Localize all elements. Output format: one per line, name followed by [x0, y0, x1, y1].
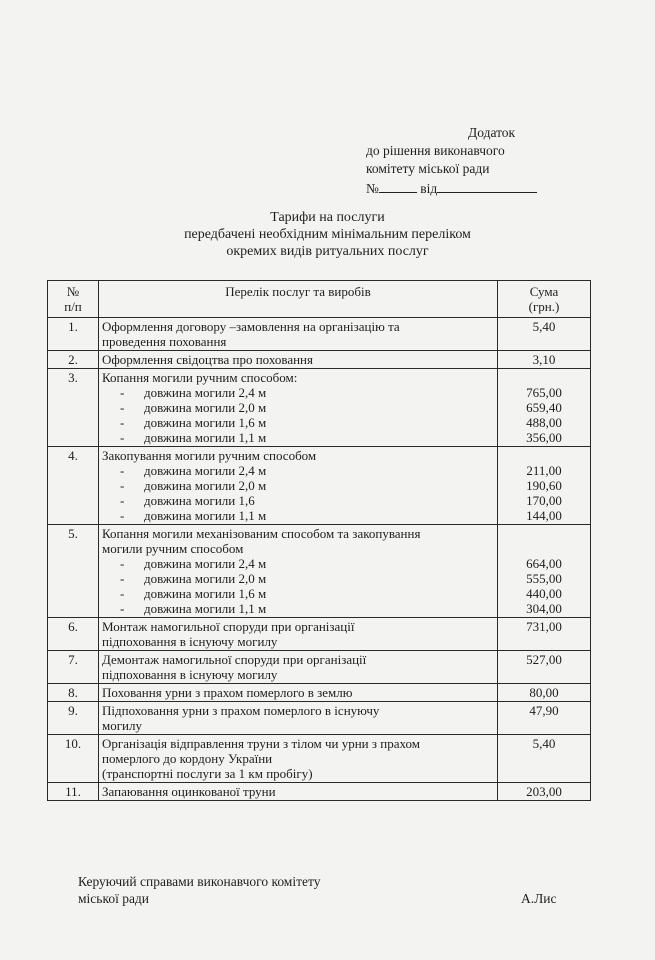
row-service-name	[99, 369, 498, 447]
footer-line-1: Керуючий справами виконавчого комітету	[78, 874, 321, 889]
row-number: 6.	[48, 618, 99, 651]
subitem-price: 440,00	[526, 586, 562, 601]
service-name-line: (транспортні послуги за 1 км пробігу)	[102, 766, 313, 781]
appendix-title: Додаток	[468, 125, 516, 140]
dash-bullet: -	[120, 601, 125, 616]
appendix-line-1: до рішення виконавчого	[366, 143, 505, 158]
heading-line-3: окремих видів ритуальних послуг	[226, 244, 429, 259]
row-service-name	[99, 351, 498, 369]
dash-bullet: -	[120, 478, 125, 493]
row-price	[498, 735, 591, 783]
subitem-price: 356,00	[526, 430, 562, 445]
service-name-line: Оформлення свідоцтва про поховання	[102, 352, 313, 367]
signer-name: А.Лис	[521, 891, 557, 906]
table-row	[48, 318, 591, 351]
price-value: 527,00	[526, 652, 562, 667]
service-name-line: Оформлення договору –замовлення на організацію та	[102, 319, 400, 334]
table-header-row	[48, 281, 591, 318]
subitem-label: довжина могили 2,0 м	[144, 571, 267, 586]
heading-line-2: передбачені необхідним мінімальним переліком	[184, 227, 471, 242]
service-name-line: проведення поховання	[102, 334, 227, 349]
subitem-price: 555,00	[526, 571, 562, 586]
service-name-line: підпоховання в існуючу могилу	[102, 667, 278, 682]
row-number: 5.	[48, 525, 99, 618]
table-body	[48, 318, 591, 801]
service-name-line: Підпоховання урни з прахом померлого в існуючу	[102, 703, 380, 718]
document-heading	[0, 209, 655, 260]
table-row	[48, 735, 591, 783]
subitem-price: 190,60	[526, 478, 562, 493]
price-spacer	[501, 448, 587, 463]
row-service-name	[99, 684, 498, 702]
table-row	[48, 351, 591, 369]
dash-bullet: -	[120, 385, 125, 400]
dash-bullet: -	[120, 463, 125, 478]
row-price	[498, 702, 591, 735]
table-row	[48, 618, 591, 651]
dash-bullet: -	[120, 415, 125, 430]
table-row	[48, 651, 591, 684]
row-service-name	[99, 651, 498, 684]
table-row	[48, 783, 591, 801]
subitem	[102, 556, 494, 571]
subitem	[102, 463, 494, 478]
header-service-name: Перелік послуг та виробів	[99, 281, 498, 318]
date-blank	[437, 178, 537, 193]
dash-bullet: -	[120, 493, 125, 508]
subitem	[102, 400, 494, 415]
dash-bullet: -	[120, 400, 125, 415]
service-name-line: підпоховання в існуючу могилу	[102, 634, 278, 649]
service-name-line: могилу	[102, 718, 143, 733]
subitem	[102, 601, 494, 616]
row-number: 10.	[48, 735, 99, 783]
subitem-price: 765,00	[526, 385, 562, 400]
service-name-line: Поховання урни з прахом померлого в землю	[102, 685, 353, 700]
number-blank	[379, 178, 417, 193]
price-value: 47,90	[529, 703, 559, 718]
subitem	[102, 571, 494, 586]
row-service-name	[99, 318, 498, 351]
price-spacer	[501, 370, 587, 385]
subitem	[102, 508, 494, 523]
service-name-line: Монтаж намогильної споруди при організації	[102, 619, 355, 634]
price-value: 731,00	[526, 619, 562, 634]
row-number: 4.	[48, 447, 99, 525]
dash-bullet: -	[120, 586, 125, 601]
table-row	[48, 369, 591, 447]
subitem-label: довжина могили 2,4 м	[144, 385, 267, 400]
row-service-name	[99, 783, 498, 801]
subitem-label: довжина могили 2,0 м	[144, 400, 267, 415]
dash-bullet: -	[120, 508, 125, 523]
header-price-line-1: Сума	[529, 284, 559, 299]
row-service-name	[99, 618, 498, 651]
row-price	[498, 369, 591, 447]
table-row	[48, 447, 591, 525]
service-name-line: Запаювання оцинкованої труни	[102, 784, 276, 799]
row-service-name	[99, 702, 498, 735]
row-service-name	[99, 447, 498, 525]
heading-line-1: Тарифи на послуги	[270, 210, 385, 225]
appendix-number-line	[366, 178, 537, 198]
table-row	[48, 525, 591, 618]
price-spacer	[501, 541, 587, 556]
service-name-line: померлого до кордону України	[102, 751, 273, 766]
row-number: 2.	[48, 351, 99, 369]
subitem	[102, 385, 494, 400]
subitem	[102, 415, 494, 430]
subitem-label: довжина могили 1,1 м	[144, 601, 267, 616]
header-number	[48, 281, 99, 318]
row-price	[498, 684, 591, 702]
subitem-price: 488,00	[526, 415, 562, 430]
header-number-line-2: п/п	[64, 299, 82, 314]
row-price	[498, 618, 591, 651]
header-price	[498, 281, 591, 318]
subitem-label: довжина могили 1,6 м	[144, 586, 267, 601]
subitem-price: 664,00	[526, 556, 562, 571]
subitem	[102, 493, 494, 508]
price-value: 5,40	[532, 319, 556, 334]
subitem-label: довжина могили 1,6 м	[144, 415, 267, 430]
tariffs-table	[47, 280, 591, 801]
price-spacer	[501, 526, 587, 541]
footer-line-2: міської ради	[78, 891, 150, 906]
price-value: 203,00	[526, 784, 562, 799]
header-number-line-1: №	[66, 284, 80, 299]
row-number: 8.	[48, 684, 99, 702]
row-price	[498, 447, 591, 525]
service-name-line: Копання могили механізованим способом та закопування	[102, 526, 421, 541]
subitem-price: 211,00	[526, 463, 562, 478]
subitem-label: довжина могили 1,6	[144, 493, 255, 508]
service-name-line: могили ручним способом	[102, 541, 244, 556]
dash-bullet: -	[120, 430, 125, 445]
header-price-line-2: (грн.)	[528, 299, 560, 314]
subitem-price: 304,00	[526, 601, 562, 616]
row-price	[498, 351, 591, 369]
row-number: 3.	[48, 369, 99, 447]
row-number: 7.	[48, 651, 99, 684]
row-price	[498, 525, 591, 618]
date-word: від	[420, 181, 438, 196]
service-name-line: Закопування могили ручним способом	[102, 448, 317, 463]
price-value: 3,10	[532, 352, 556, 367]
subitem-label: довжина могили 2,4 м	[144, 556, 267, 571]
service-name-line: Демонтаж намогильної споруди при організації	[102, 652, 367, 667]
dash-bullet: -	[120, 556, 125, 571]
service-name-line: Копання могили ручним способом:	[102, 370, 298, 385]
number-sign: №	[366, 181, 379, 196]
row-price	[498, 318, 591, 351]
subitem	[102, 478, 494, 493]
subitem-label: довжина могили 1,1 м	[144, 430, 267, 445]
row-number: 9.	[48, 702, 99, 735]
service-name-line: Організація відправлення труни з тілом чи урни з прахом	[102, 736, 420, 751]
subitem-price: 170,00	[526, 493, 562, 508]
row-price	[498, 651, 591, 684]
footer-signature-block	[78, 873, 320, 907]
appendix-line-2: комітету міської ради	[366, 161, 490, 176]
table-row	[48, 702, 591, 735]
subitem-label: довжина могили 2,4 м	[144, 463, 267, 478]
dash-bullet: -	[120, 571, 125, 586]
row-number: 1.	[48, 318, 99, 351]
subitem	[102, 430, 494, 445]
subitem-price: 659,40	[526, 400, 562, 415]
subitem-label: довжина могили 1,1 м	[144, 508, 267, 523]
row-service-name	[99, 735, 498, 783]
appendix-block	[366, 124, 537, 198]
row-price	[498, 783, 591, 801]
row-number: 11.	[48, 783, 99, 801]
row-service-name	[99, 525, 498, 618]
price-value: 5,40	[532, 736, 556, 751]
price-value: 80,00	[529, 685, 559, 700]
subitem-label: довжина могили 2,0 м	[144, 478, 267, 493]
table-row	[48, 684, 591, 702]
subitem-price: 144,00	[526, 508, 562, 523]
subitem	[102, 586, 494, 601]
